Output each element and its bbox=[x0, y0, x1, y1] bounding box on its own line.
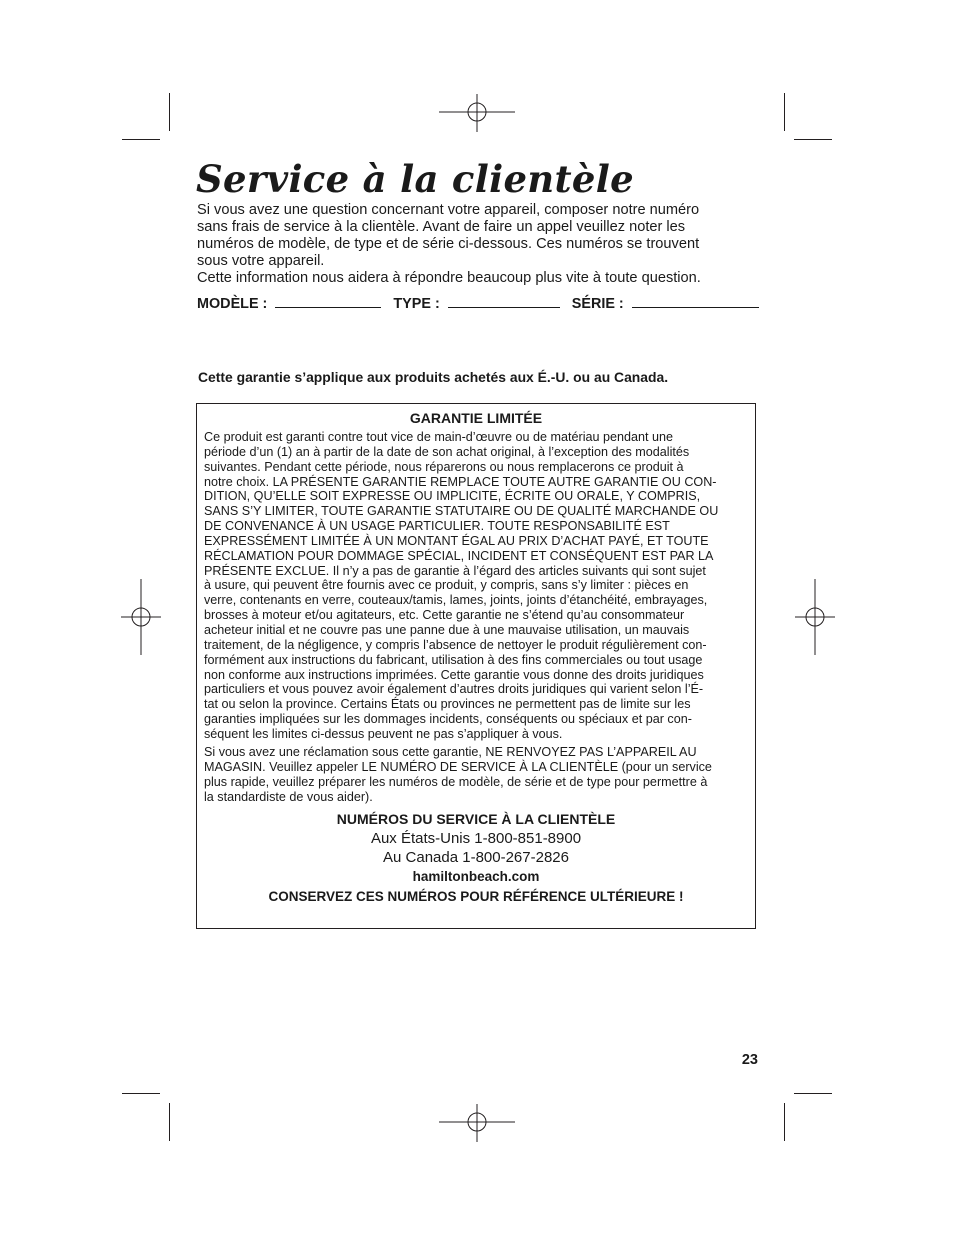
service-numbers-heading: NUMÉROS DU SERVICE À LA CLIENTÈLE bbox=[336, 811, 616, 827]
warranty-line: période d’un (1) an à partir de la date de son achat original, à l’exception des modalités bbox=[204, 444, 690, 459]
usa-phone-number: Aux États-Unis 1-800-851-8900 bbox=[370, 830, 582, 847]
claim-line: plus rapide, veuillez préparer les numéros de modèle, de série et de type pour permettre à bbox=[204, 774, 708, 789]
serial-label: SÉRIE : bbox=[571, 296, 624, 312]
warranty-line: RÉCLAMATION POUR DOMMAGE SPÉCIAL, INCIDENT ET CONSÉQUENT EST PAR LA bbox=[204, 548, 714, 563]
warranty-line: DE CONVENANCE À UN USAGE PARTICULIER. TOUTE RESPONSABILITÉ EST bbox=[204, 519, 670, 534]
warranty-line: suivantes. Pendant cette période, nous réparerons ou nous remplacerons ce produit à bbox=[204, 459, 684, 474]
warranty-line: PRÉSENTE EXCLUE. Il n’y a pas de garantie à l’égard des articles suivants qui sont sujet bbox=[204, 563, 706, 578]
registration-mark-icon bbox=[439, 1104, 515, 1144]
warranty-heading: GARANTIE LIMITÉE bbox=[409, 410, 543, 426]
warranty-line: formément aux instructions du fabricant, utilisation à des fins commerciales ou tout usage bbox=[204, 652, 703, 667]
intro-paragraph bbox=[197, 202, 757, 287]
warranty-line: séquent les limites ci-dessus peuvent ne pas s’appliquer à vous. bbox=[204, 726, 563, 741]
crop-mark bbox=[169, 1103, 170, 1141]
crop-mark bbox=[784, 93, 785, 131]
warranty-line: notre choix. LA PRÉSENTE GARANTIE REMPLACE TOUTE AUTRE GARANTIE OU CON- bbox=[204, 474, 717, 489]
crop-mark bbox=[794, 1093, 832, 1094]
claim-line: la standardiste de vous aider). bbox=[204, 789, 373, 804]
model-blank-line bbox=[275, 294, 381, 308]
warranty-box bbox=[196, 403, 756, 929]
model-label: MODÈLE : bbox=[197, 296, 268, 312]
type-label: TYPE : bbox=[393, 296, 440, 312]
warranty-line: non conforme aux instructions imprimées. Cette garantie vous donne des droits juridiques bbox=[204, 667, 704, 682]
claim-line: MAGASIN. Veuillez appeler LE NUMÉRO DE SERVICE À LA CLIENTÈLE (pour un service bbox=[204, 759, 712, 774]
warranty-line: DITION, QU’ELLE SOIT EXPRESSE OU IMPLICITE, ÉCRITE OU ORALE, Y COMPRIS, bbox=[204, 489, 701, 504]
warranty-line: verre, contenants en verre, couteaux/tamis, lames, joints, joints d’étanchéité, embrayages, bbox=[204, 593, 708, 608]
crop-mark bbox=[122, 1093, 160, 1094]
intro-line: numéros de modèle, de type et de série ci-dessous. Ces numéros se trouvent bbox=[197, 236, 700, 252]
serial-blank-line bbox=[632, 294, 759, 308]
crop-mark bbox=[784, 1103, 785, 1141]
warranty-scope-note: Cette garantie s’applique aux produits achetés aux É.-U. ou au Canada. bbox=[198, 369, 669, 385]
page-title: Service à la clientèle bbox=[196, 157, 634, 201]
warranty-line: tat ou selon la province. Certains États ou provinces ne permettent pas de limite sur les bbox=[204, 697, 691, 712]
website-link[interactable]: hamiltonbeach.com bbox=[412, 869, 540, 884]
warranty-line: acheteur initial et ne couvre pas une panne due à une mauvaise utilisation, un mauvais bbox=[204, 622, 690, 637]
claim-line: Si vous avez une réclamation sous cette garantie, NE RENVOYEZ PAS L’APPAREIL AU bbox=[204, 745, 697, 759]
warranty-line: EXPRESSÉMENT LIMITÉE À UN MONTANT ÉGAL AU PRIX D’ACHAT PAYÉ, ET TOUTE bbox=[204, 533, 709, 548]
warranty-line: Ce produit est garanti contre tout vice de main-d’œuvre ou de matériau pendant une bbox=[204, 430, 674, 444]
registration-mark-icon bbox=[439, 94, 515, 134]
warranty-line: SANS S’Y LIMITER, TOUTE GARANTIE STATUTAIRE OU DE QUALITÉ MARCHANDE OU bbox=[204, 504, 719, 519]
type-blank-line bbox=[448, 294, 560, 308]
claim-paragraph bbox=[204, 745, 752, 804]
product-info-fields bbox=[197, 294, 757, 312]
page-number: 23 bbox=[741, 1052, 758, 1068]
warranty-body bbox=[204, 430, 752, 742]
intro-line: sans frais de service à la clientèle. Avant de faire un appel veuillez noter les bbox=[197, 219, 686, 235]
intro-line: Si vous avez une question concernant votre appareil, composer notre numéro bbox=[197, 202, 700, 218]
crop-mark bbox=[122, 139, 160, 140]
crop-mark bbox=[794, 139, 832, 140]
keep-numbers-note: CONSERVEZ CES NUMÉROS POUR RÉFÉRENCE ULTÉRIEURE ! bbox=[268, 889, 684, 904]
crop-mark bbox=[169, 93, 170, 131]
registration-mark-icon bbox=[121, 579, 161, 655]
warranty-line: traitement, de la négligence, y compris l’absence de nettoyer le produit régulièrement con- bbox=[204, 637, 707, 652]
warranty-line: brosses à moteur et/ou agitateurs, etc. Cette garantie ne s’étend qu’au consommateur bbox=[204, 608, 685, 623]
warranty-line: à usure, qui peuvent être fournis avec ce produit, y compris, sans s’y limiter : pièces en bbox=[204, 578, 689, 593]
registration-mark-icon bbox=[795, 579, 835, 655]
canada-phone-number: Au Canada 1-800-267-2826 bbox=[383, 849, 569, 866]
intro-line: Cette information nous aidera à répondre beaucoup plus vite à toute question. bbox=[197, 270, 701, 286]
warranty-line: garanties impliquées sur les dommages incidents, conséquents ou spéciaux et par con- bbox=[204, 712, 692, 727]
warranty-line: particuliers et vous pouvez avoir également d’autres droits juridiques qui varient selon l’É- bbox=[204, 682, 704, 697]
intro-line: sous votre appareil. bbox=[197, 253, 325, 269]
